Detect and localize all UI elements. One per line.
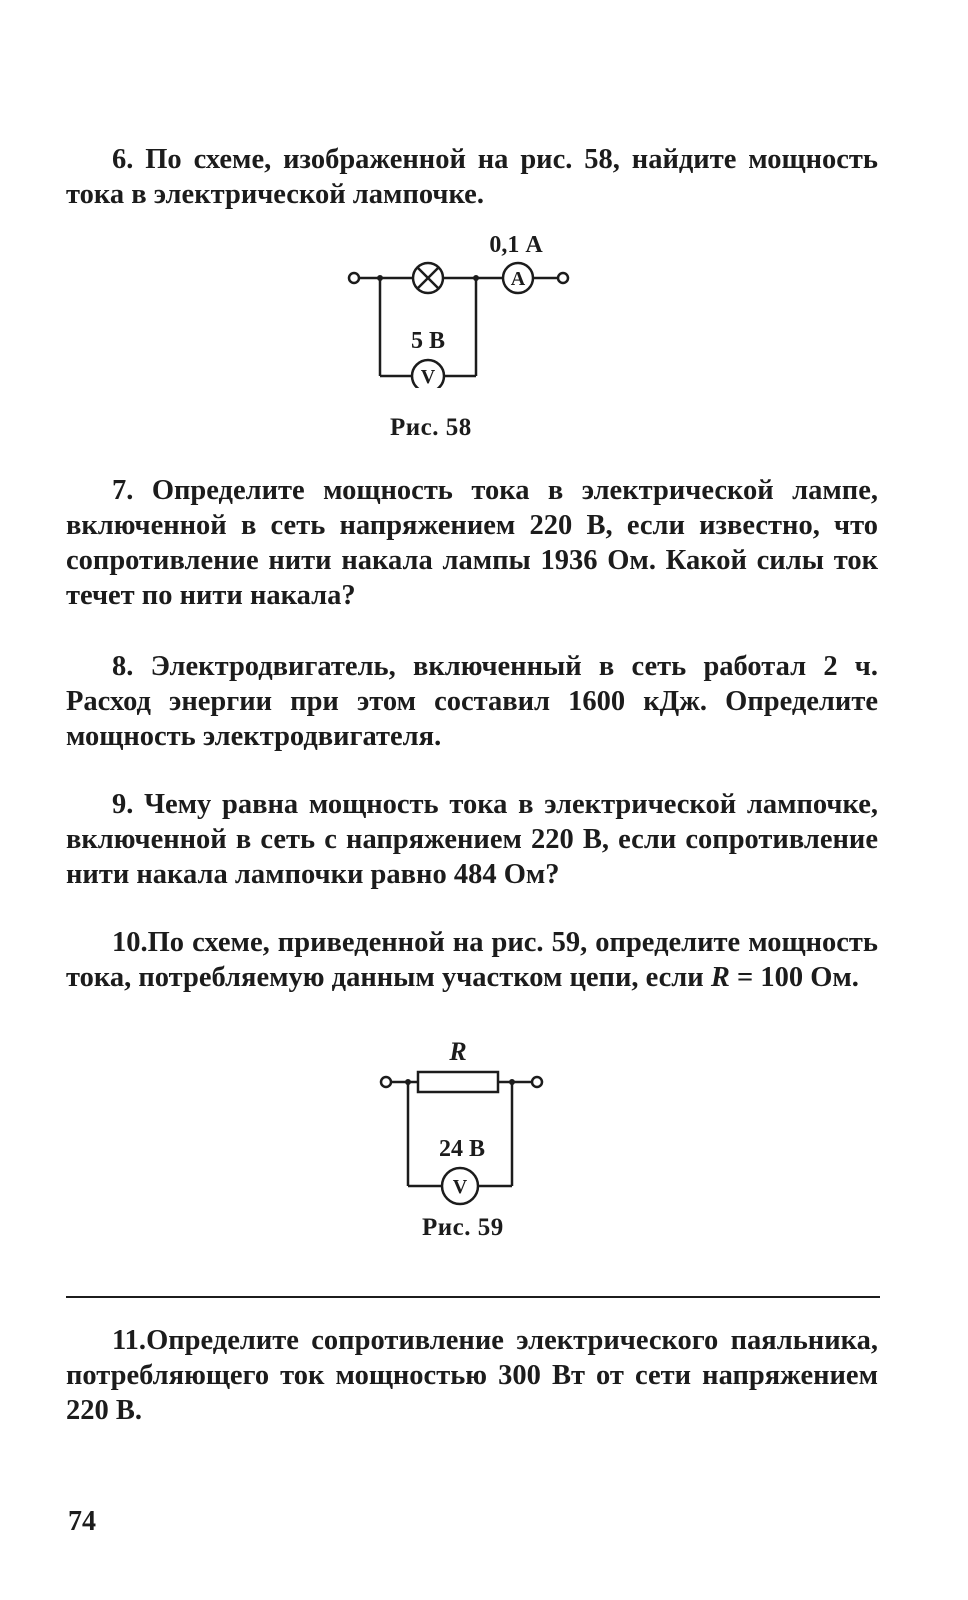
terminal-left xyxy=(381,1077,391,1087)
resistor-label: R xyxy=(449,1037,467,1066)
terminal-right xyxy=(532,1077,542,1087)
problem-number: 6. xyxy=(112,144,134,175)
circuit-diagram-58 xyxy=(340,228,590,388)
divider-line xyxy=(66,1296,880,1298)
problem-number: 9. xyxy=(112,789,134,820)
voltmeter-reading: 24 В xyxy=(438,1136,486,1162)
problem-6 xyxy=(66,142,878,212)
problem-7 xyxy=(66,473,878,613)
page-number: 74 xyxy=(68,1506,96,1537)
problem-10 xyxy=(66,925,878,995)
terminal-left xyxy=(349,273,359,283)
problem-text: Чему равна мощность тока в электрической лампочке, включенной в сеть с напряжением 220 В, если сопротивление нити накала лампочки равно 484 Ом? xyxy=(66,789,878,890)
junction-node xyxy=(405,1079,411,1085)
variable-r: R xyxy=(710,962,730,993)
junction-node xyxy=(473,275,479,281)
ammeter-reading: 0,1 А xyxy=(489,232,543,258)
problem-number: 10. xyxy=(112,927,148,958)
ammeter-symbol: A xyxy=(510,268,526,290)
problem-text: По схеме, изображенной на рис. 58, найдите мощность тока в электрической лампочке. xyxy=(66,144,878,210)
circuit-diagram-59 xyxy=(372,1036,562,1216)
figure-59-caption: Рис. 59 xyxy=(422,1214,504,1241)
junction-node xyxy=(377,275,383,281)
problem-number: 7. xyxy=(112,475,134,506)
problem-text: По схеме, приведенной на рис. 59, определите мощность тока, потребляемую данным участком цепи, если xyxy=(66,927,878,993)
voltmeter-symbol: V xyxy=(420,366,436,388)
problem-number: 11. xyxy=(112,1325,147,1356)
voltmeter-symbol: V xyxy=(452,1176,468,1198)
problem-11 xyxy=(66,1323,878,1428)
figure-58-caption: Рис. 58 xyxy=(390,414,472,441)
terminal-right xyxy=(558,273,568,283)
problem-text-end: = 100 Ом. xyxy=(736,962,859,993)
problem-9 xyxy=(66,787,878,892)
problem-text: Электродвигатель, включенный в сеть работал 2 ч. Расход энергии при этом составил 1600 кДж. Определите мощность электродвигателя. xyxy=(66,651,878,752)
problem-number: 8. xyxy=(112,651,134,682)
voltmeter-reading: 5 В xyxy=(410,328,446,354)
problem-text: Определите мощность тока в электрической лампе, включенной в сеть напряжением 220 В, если известно, что сопротивление нити накала лампы 1936 Ом. Какой силы ток течет по нити накала? xyxy=(66,475,878,611)
junction-node xyxy=(509,1079,515,1085)
problem-8 xyxy=(66,649,878,754)
problem-text: Определите сопротивление электрического паяльника, потребляющего ток мощностью 300 Вт от сети напряжением 220 В. xyxy=(66,1325,878,1426)
resistor-icon xyxy=(418,1072,498,1092)
